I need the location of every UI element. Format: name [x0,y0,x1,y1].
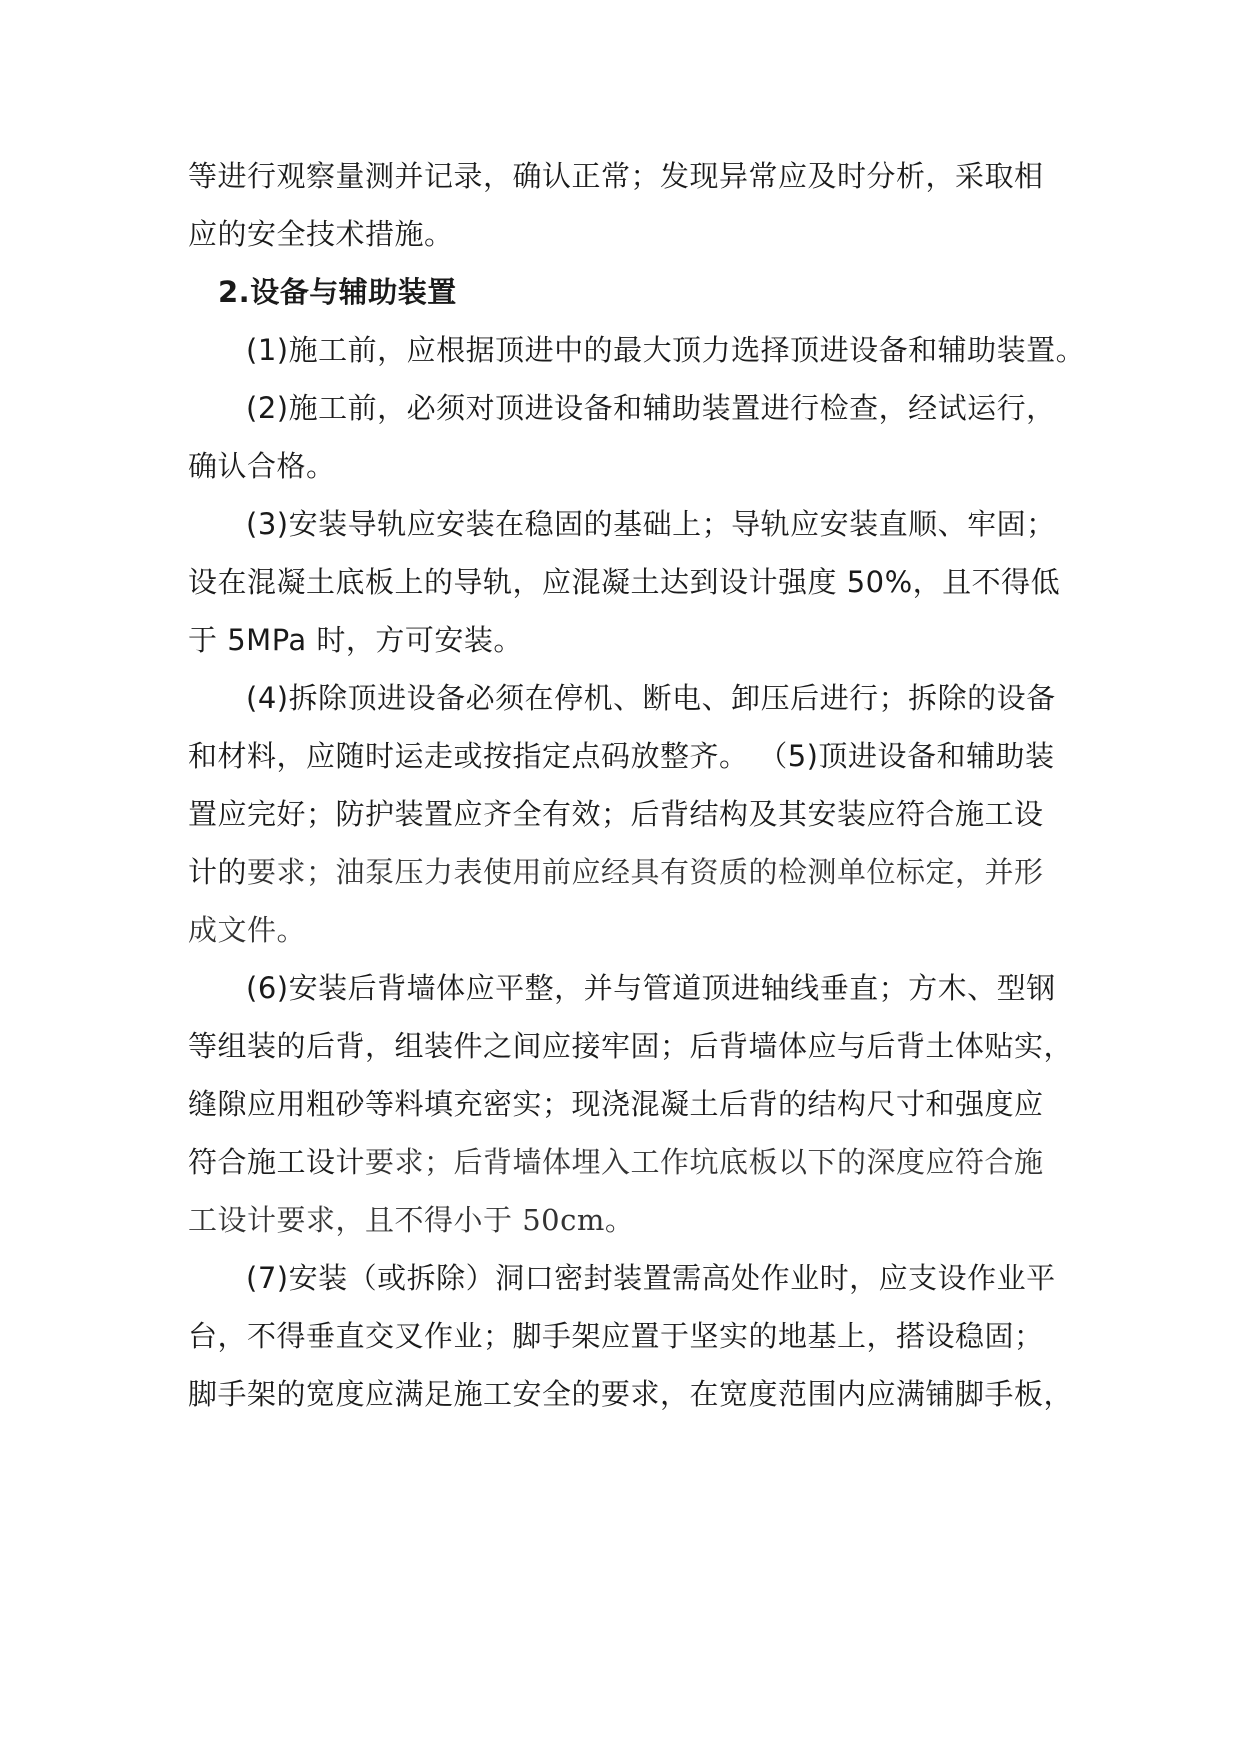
paragraph-line: 确认合格。 [188,449,336,483]
paragraph-line: 应的安全技术措施。 [188,217,454,251]
paragraph-line: 台，不得垂直交叉作业；脚手架应置于坚实的地基上，搭设稳固； [188,1319,1044,1353]
paragraph-line: (4)拆除顶进设备必须在停机、断电、卸压后进行；拆除的设备 [246,681,1056,715]
text-run: 计的 [188,855,248,889]
paragraph-line: (6)安装后背墙体应平整，并与管道顶进轴线垂直；方木、型钢 [246,971,1056,1005]
text-run-serif: 要求；油泵压力表使用前应经具有资质的检测单位标定，并形 [247,855,1044,889]
paragraph-line: 成文件。 [188,913,307,947]
paragraph-line: (1)施工前，应根据顶进中的最大顶力选择顶进设备和辅助装置。 [246,333,1086,367]
paragraph-line: (2)施工前，必须对顶进设备和辅助装置进行检查，经试运行， [246,391,1056,425]
paragraph-line-mixed [188,852,1044,892]
paragraph-line: 置应完好；防护装置应齐全有效；后背结构及其安装应符合施工设 [188,797,1044,831]
paragraph-line-mixed [188,1142,1044,1182]
paragraph-line: 等进行观察量测并记录，确认正常；发现异常应及时分析，采取相 [188,159,1044,193]
paragraph-line: 和材料，应随时运走或按指定点码放整齐。 （5)顶进设备和辅助装 [188,739,1055,773]
section-heading: 2.设备与辅助装置 [218,275,457,309]
text-run: 符合施工设计 [188,1145,366,1179]
paragraph-line: 缝隙应用粗砂等料填充密实；现浇混凝土后背的结构尺寸和强度应 [188,1087,1044,1121]
text-run-serif: 要求；后背墙体埋入工作坑底板以下的深度应符合施 [365,1145,1044,1179]
paragraph-line: 等组装的后背，组装件之间应接牢固；后背墙体应与后背土体贴实， [188,1029,1074,1063]
paragraph-line: (7)安装（或拆除）洞口密封装置需高处作业时，应支设作业平 [246,1261,1056,1295]
paragraph-line: 工设计要求，且不得小于 50cm。 [188,1203,635,1237]
paragraph-line: 于 5MPa 时，方可安装。 [188,623,523,657]
paragraph-line: 脚手架的宽度应满足施工安全的要求，在宽度范围内应满铺脚手板， [188,1377,1074,1411]
paragraph-line: 设在混凝土底板上的导轨，应混凝土达到设计强度 50%，且不得低 [188,565,1061,599]
paragraph-line: (3)安装导轨应安装在稳固的基础上；导轨应安装直顺、牢固； [246,507,1056,541]
